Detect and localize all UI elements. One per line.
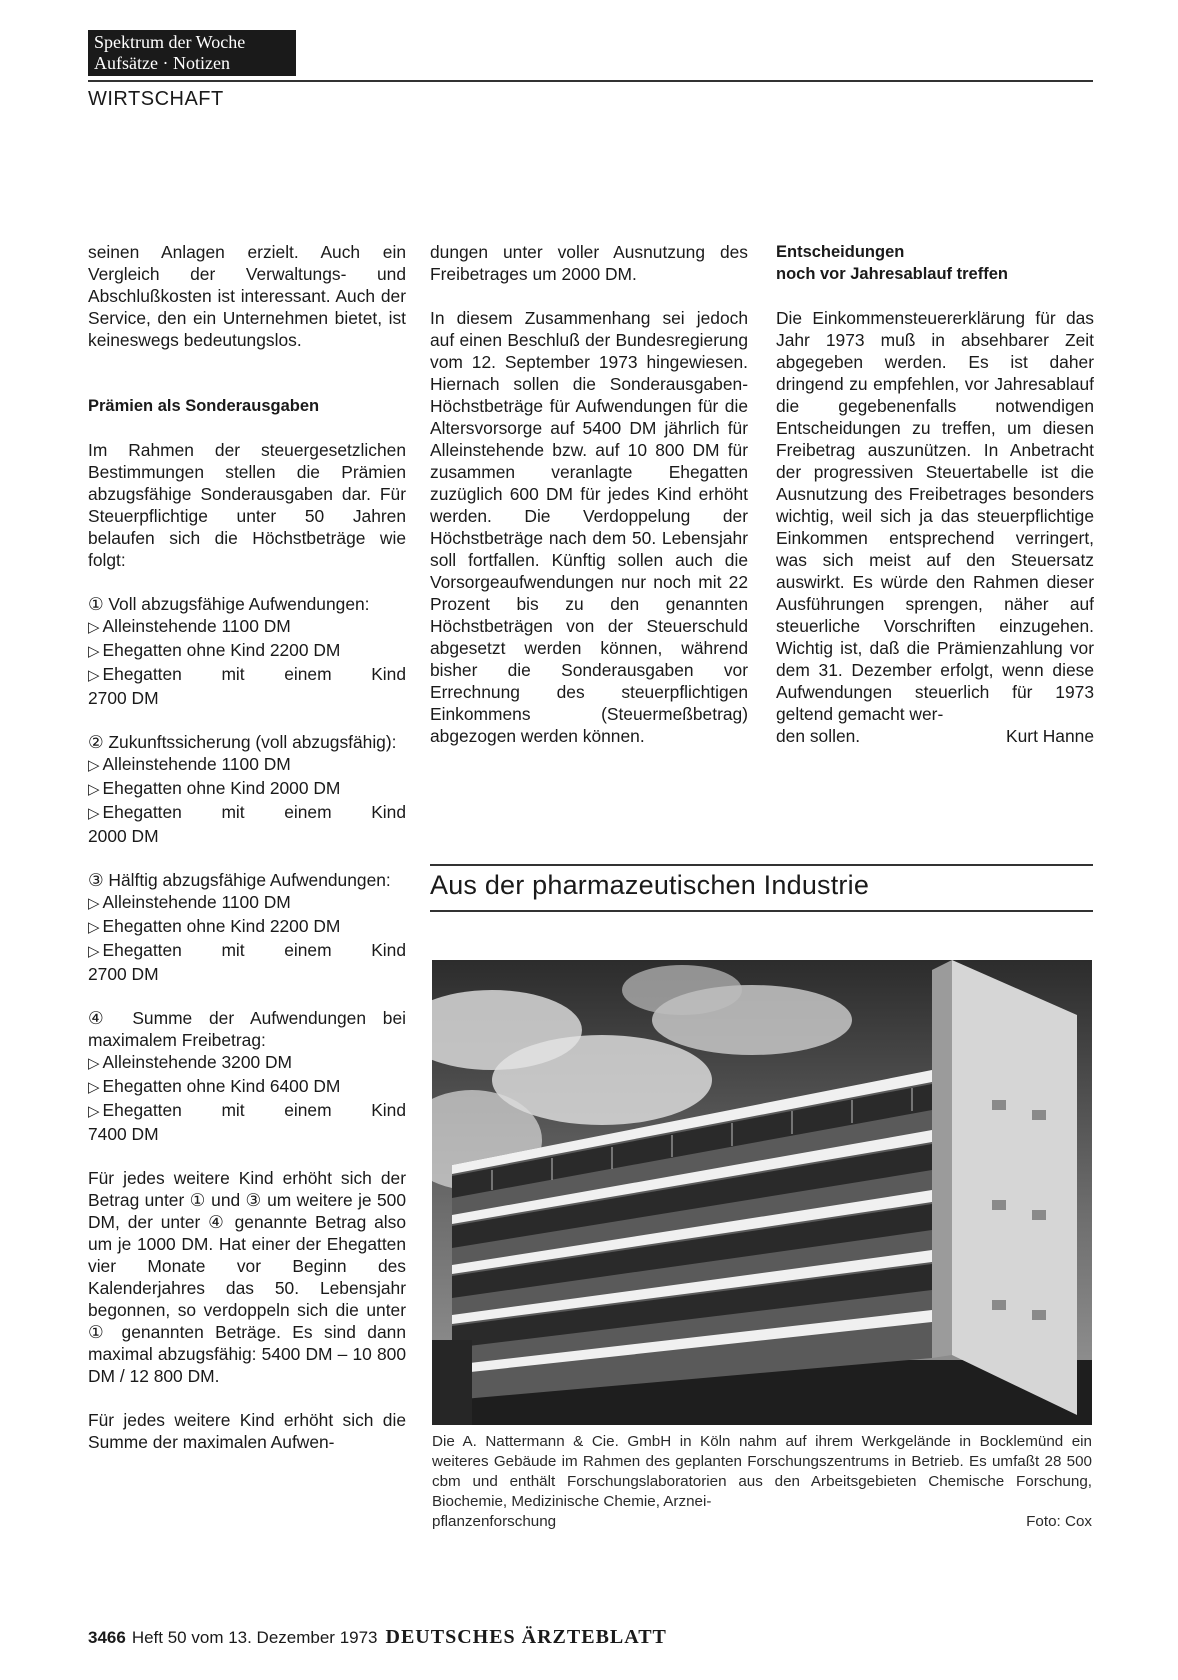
- column-3: [776, 241, 1094, 747]
- page-number: 3466: [88, 1628, 126, 1647]
- list-item: ▷ Ehegatten mit einem Kind: [88, 802, 406, 822]
- photo-caption: [432, 1432, 1092, 1532]
- journal-name: DEUTSCHES ÄRZTEBLATT: [385, 1626, 667, 1648]
- triangle-right-icon: ▷: [88, 805, 100, 822]
- box-title: Aus der pharmazeutischen Industrie: [430, 870, 870, 900]
- triangle-right-icon: ▷: [88, 1103, 100, 1120]
- section-kicker: [88, 30, 296, 76]
- section-label: WIRTSCHAFT: [88, 88, 224, 110]
- top-rule: [88, 80, 1093, 82]
- column-2: [430, 241, 748, 769]
- col1-para-2: Für jedes weitere Kind erhöht sich der Betrag unter ① und ③ um weitere je 500 DM, der unter ④ genannte Betrag also um je 1000 DM. Hat einer der Ehegatten vier Monate vor Beginn des Kalenderjahres das 50. Lebensjahr begonnen, so verdoppeln sich die unter ① genannten Beträge. Es sind dann maximal abzugsfähig: 5400 DM – 10 800 DM / 12 800 DM.: [88, 1168, 406, 1386]
- building-photo: [432, 960, 1092, 1425]
- kicker-line-1: Spektrum der Woche: [94, 32, 246, 52]
- triangle-right-icon: ▷: [88, 919, 100, 936]
- triangle-right-icon: ▷: [88, 643, 100, 660]
- list-title: ② Zukunftssicherung (voll abzugsfähig):: [88, 732, 397, 752]
- triangle-right-icon: ▷: [88, 667, 100, 684]
- list-item-tail: 2700 DM: [88, 688, 159, 708]
- list-block-4: [88, 1007, 406, 1145]
- triangle-right-icon: ▷: [88, 1055, 100, 1072]
- col1-para: Im Rahmen der steuergesetzlichen Bestimmungen stellen die Prämien abzugsfähige Sonderausgaben dar. Für Steuerpflichtige unter 50 Jahren belaufen sich die Höchstbeträge wie folgt:: [88, 440, 406, 570]
- list-title: ③ Hälftig abzugsfähige Aufwendungen:: [88, 870, 391, 890]
- box-top-rule: [430, 864, 1093, 866]
- list-item: ▷ Ehegatten mit einem Kind: [88, 664, 406, 684]
- triangle-right-icon: ▷: [88, 943, 100, 960]
- triangle-right-icon: ▷: [88, 1079, 100, 1096]
- col2-para-2: In diesem Zusammenhang sei jedoch auf einen Beschluß der Bundesregierung vom 12. September 1973 hingewiesen. Hiernach sollen die Sonderausgaben-Höchstbeträge für Aufwendungen für die Altersvorsorge auf 5400 DM jährlich für Alleinstehende bzw. auf 10 800 DM für zusammen veranlagte Ehegatten zuzüglich 600 DM für jedes Kind erhöht werden. Die Verdoppelung der Höchstbeträge nach dem 50. Lebensjahr soll fortfallen. Künftig sollen auch die Vorsorgeaufwendungen nur noch mit 22 Prozent bis zu den genannten Höchstbeträgen von der Steuerschuld abgesetzt werden können, während bisher die Sonderausgaben vor Errechnung des steuerpflichtigen Einkommens (Steuermeßbetrag) abgezogen werden können.: [430, 308, 748, 746]
- col1-heading: Prämien als Sonderausgaben: [88, 397, 320, 415]
- caption-last: pflanzenforschung: [432, 1513, 557, 1530]
- photo-credit: Foto: Cox: [1026, 1513, 1092, 1530]
- triangle-right-icon: ▷: [88, 895, 100, 912]
- author-name: Kurt Hanne: [1006, 726, 1094, 746]
- triangle-right-icon: ▷: [88, 619, 100, 636]
- triangle-right-icon: ▷: [88, 781, 100, 798]
- triangle-right-icon: ▷: [88, 757, 100, 774]
- list-item-tail: 2700 DM: [88, 964, 159, 984]
- issue-info: Heft 50 vom 13. Dezember 1973: [131, 1628, 378, 1647]
- building-illustration: [432, 960, 1092, 1425]
- col1-para-3: Für jedes weitere Kind erhöht sich die Summe der maximalen Aufwen-: [88, 1410, 406, 1452]
- list-item: ▷ Ehegatten ohne Kind 6400 DM: [88, 1076, 341, 1096]
- col3-last-line: den sollen.: [776, 726, 861, 746]
- list-block-1: [88, 593, 406, 709]
- list-item: ▷ Ehegatten mit einem Kind: [88, 1100, 406, 1120]
- page-footer: [88, 1626, 667, 1649]
- caption-text: Die A. Nattermann & Cie. GmbH in Köln nahm auf ihrem Werkgelände in Bocklemünd ein weiteres Gebäude im Rahmen des geplanten Forschungszentrums in Betrieb. Es umfaßt 28 500 cbm und enthält Forschungslaboratorien aus den Arbeitsgebieten Chemische Forschung, Biochemie, Medizinische Chemie, Arznei-: [432, 1433, 1092, 1510]
- list-item-tail: 7400 DM: [88, 1124, 159, 1144]
- list-item: ▷ Ehegatten ohne Kind 2000 DM: [88, 778, 341, 798]
- list-item: ▷ Alleinstehende 1100 DM: [88, 616, 291, 636]
- list-item: ▷ Ehegatten mit einem Kind: [88, 940, 406, 960]
- list-block-3: [88, 869, 406, 985]
- kicker-line-2: Aufsätze · Notizen: [94, 53, 230, 73]
- list-item: ▷ Alleinstehende 1100 DM: [88, 892, 291, 912]
- col3-signoff: [776, 725, 1094, 747]
- list-item: ▷ Ehegatten ohne Kind 2200 DM: [88, 640, 341, 660]
- list-item: ▷ Alleinstehende 1100 DM: [88, 754, 291, 774]
- list-title: ④ Summe der Aufwendungen bei maximalem Freibetrag:: [88, 1008, 406, 1050]
- col2-para-1: dungen unter voller Ausnutzung des Freibetrages um 2000 DM.: [430, 242, 748, 284]
- list-item: ▷ Ehegatten ohne Kind 2200 DM: [88, 916, 341, 936]
- list-item-tail: 2000 DM: [88, 826, 159, 846]
- col1-intro: seinen Anlagen erzielt. Auch ein Vergleich der Verwaltungs- und Abschlußkosten ist interessant. Auch der Service, den ein Unternehmen bietet, ist keineswegs bedeutungslos.: [88, 242, 406, 350]
- column-1: [88, 241, 406, 1475]
- list-item: ▷ Alleinstehende 3200 DM: [88, 1052, 293, 1072]
- box-bottom-rule: [430, 910, 1093, 912]
- col3-heading: [776, 241, 1094, 285]
- list-block-2: [88, 731, 406, 847]
- col3-heading-line-1: Entscheidungen: [776, 243, 905, 261]
- list-title: ① Voll abzugsfähige Aufwendungen:: [88, 594, 370, 614]
- col3-para: Die Einkommensteuererklärung für das Jahr 1973 muß in absehbarer Zeit abgegeben werden. Es ist daher dringend zu empfehlen, vor Jahresablauf die gegebenenfalls notwendigen Entscheidungen zu treffen, um diesen Freibetrag auszunützen. In Anbetracht der progressiven Steuertabelle ist die Ausnutzung des Freibetrages besonders wichtig, weil sich ja das steuerpflichtige Einkommen entsprechend verringert, was sich meist auf den Steuersatz auswirkt. Es würde den Rahmen dieser Ausführungen sprengen, näher auf steuerliche Vorschriften einzugehen. Wichtig ist, daß die Prämienzahlung vor dem 31. Dezember erfolgt, wenn diese Aufwendungen steuerlich für 1973 geltend gemacht wer-: [776, 308, 1094, 724]
- col3-heading-line-2: noch vor Jahresablauf treffen: [776, 265, 1008, 283]
- caption-last-line: [432, 1512, 1092, 1532]
